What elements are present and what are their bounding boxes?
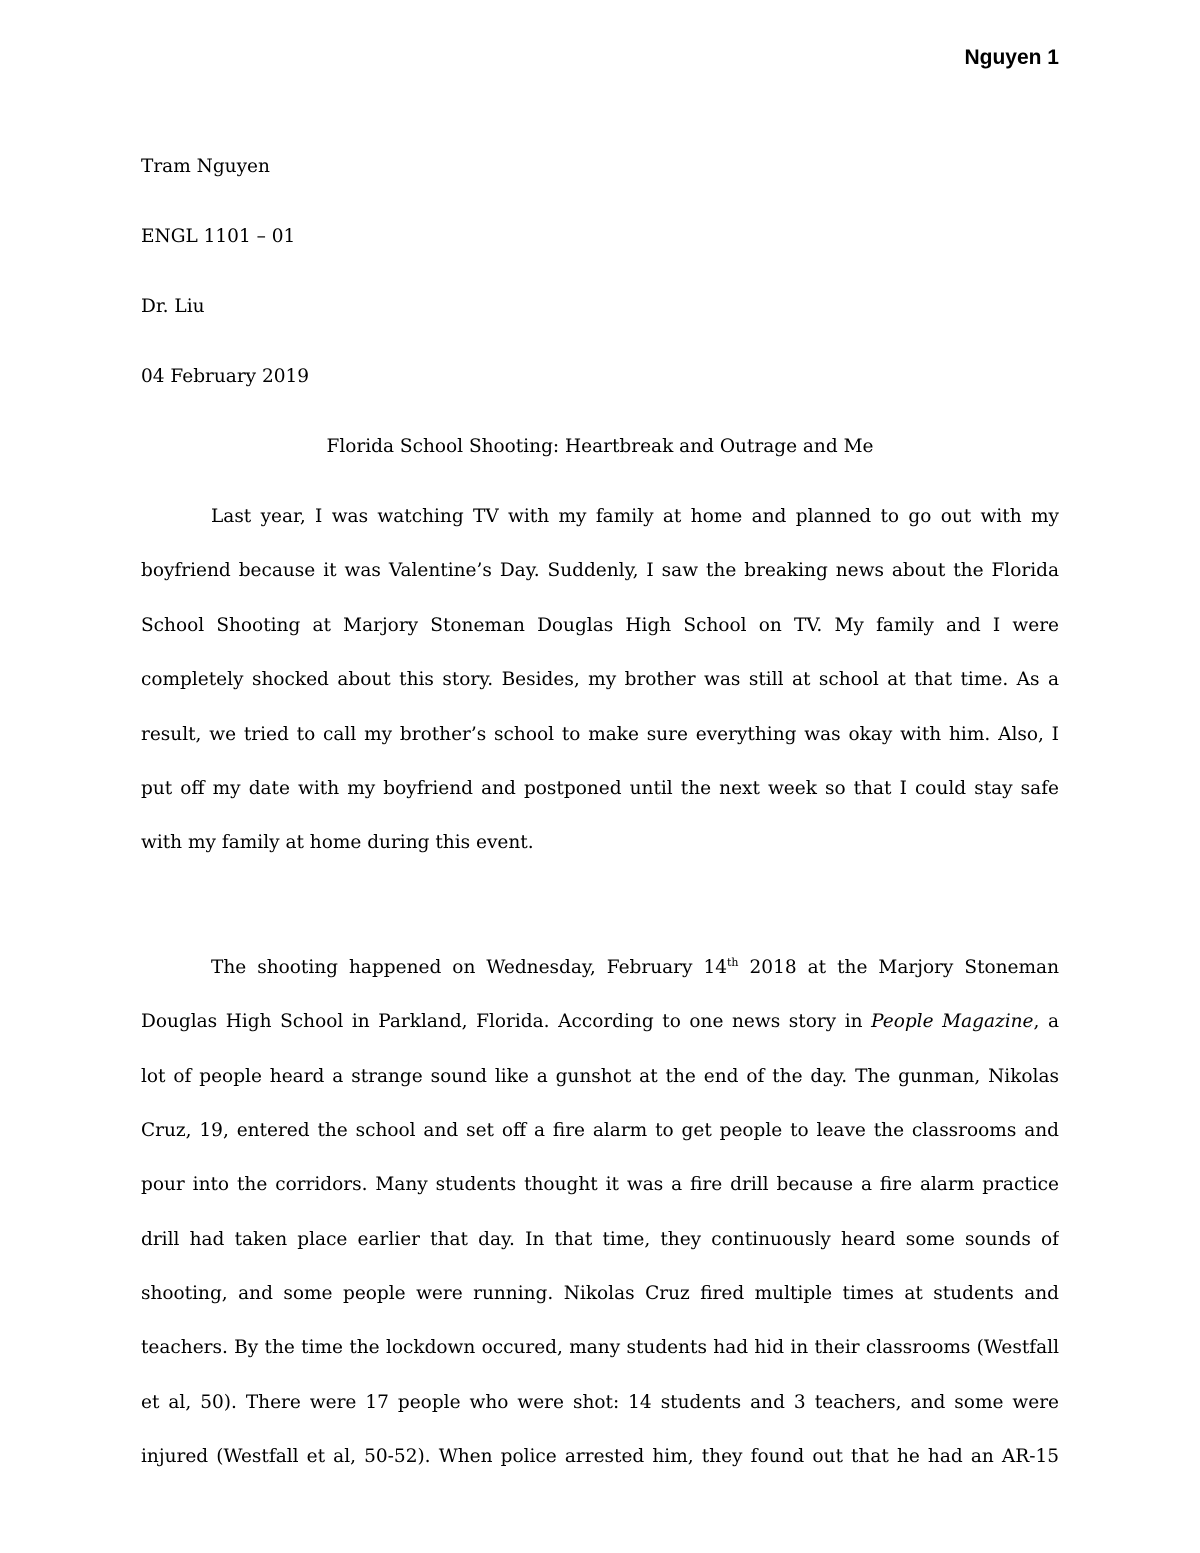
instructor-name: Dr. Liu [141,296,205,317]
author-name: Tram Nguyen [141,156,270,177]
publication-title: People Magazine [871,1011,1034,1033]
paragraph-2-line: lot of people heard a strange sound like a gunshot at the end of the day. The gunman, Nikolas [141,1065,1059,1087]
paragraph-2-line: drill had taken place earlier that day. In that time, they continuously heard some sounds of [141,1228,1059,1250]
paragraph-1-line: Last year, I was watching TV with my family at home and planned to go out with my [211,506,1059,527]
paragraph-1-line: completely shocked about this story. Besides, my brother was still at school at that time. As a [141,669,1059,691]
paragraph-2-line: Cruz, 19, entered the school and set off a fire alarm to get people to leave the classrooms and [141,1119,1059,1141]
paragraph-2-line: pour into the corridors. Many students thought it was a fire drill because a fire alarm practice [141,1174,1059,1196]
running-head: Nguyen 1 [964,46,1059,69]
paragraph-1-line: put off my date with my boyfriend and postponed until the next week so that I could stay safe [141,777,1059,799]
paragraph-2-line: teachers. By the time the lockdown occured, many students had hid in their classrooms (Westfall [141,1337,1059,1359]
paragraph-2-line [141,941,1059,995]
paragraph-2-line-2-text: Douglas High School in Parkland, Florida. According to one news story in [141,1011,872,1033]
paragraph-1-line: result, we tried to call my brother’s school to make sure everything was okay with him. Also, I [141,723,1059,745]
essay-title: Florida School Shooting: Heartbreak and Outrage and Me [326,436,874,457]
paragraph-2-line-1-rest: 2018 at the Marjory Stoneman [738,956,1059,978]
document-body [141,140,1059,1485]
paragraph-1-line: boyfriend because it was Valentine’s Day. Suddenly, I saw the breaking news about the Florida [141,560,1059,582]
paragraph-1-line: with my family at home during this event. [141,832,534,854]
paragraph-spacer [141,871,1059,941]
paragraph-2 [141,941,1059,1485]
essay-date: 04 February 2019 [141,366,310,387]
paragraph-2-line-1-text: The shooting happened on Wednesday, February 14 [211,956,728,978]
ordinal-suffix: th [727,955,739,969]
paragraph-2-line: shooting, and some people were running. Nikolas Cruz fired multiple times at students and [141,1283,1059,1305]
paragraph-2-line-2-rest: , a [1033,1011,1059,1033]
paragraph-1 [141,490,1059,871]
paragraph-1-line: School Shooting at Marjory Stoneman Douglas High School on TV. My family and I were [141,614,1059,636]
course-name: ENGL 1101 – 01 [141,226,296,247]
paragraph-2-line: injured (Westfall et al, 50-52). When police arrested him, they found out that he had an AR-15 [141,1446,1059,1468]
paragraph-2-line: et al, 50). There were 17 people who were shot: 14 students and 3 teachers, and some were [141,1391,1059,1413]
paragraph-2-line [141,995,1059,1049]
